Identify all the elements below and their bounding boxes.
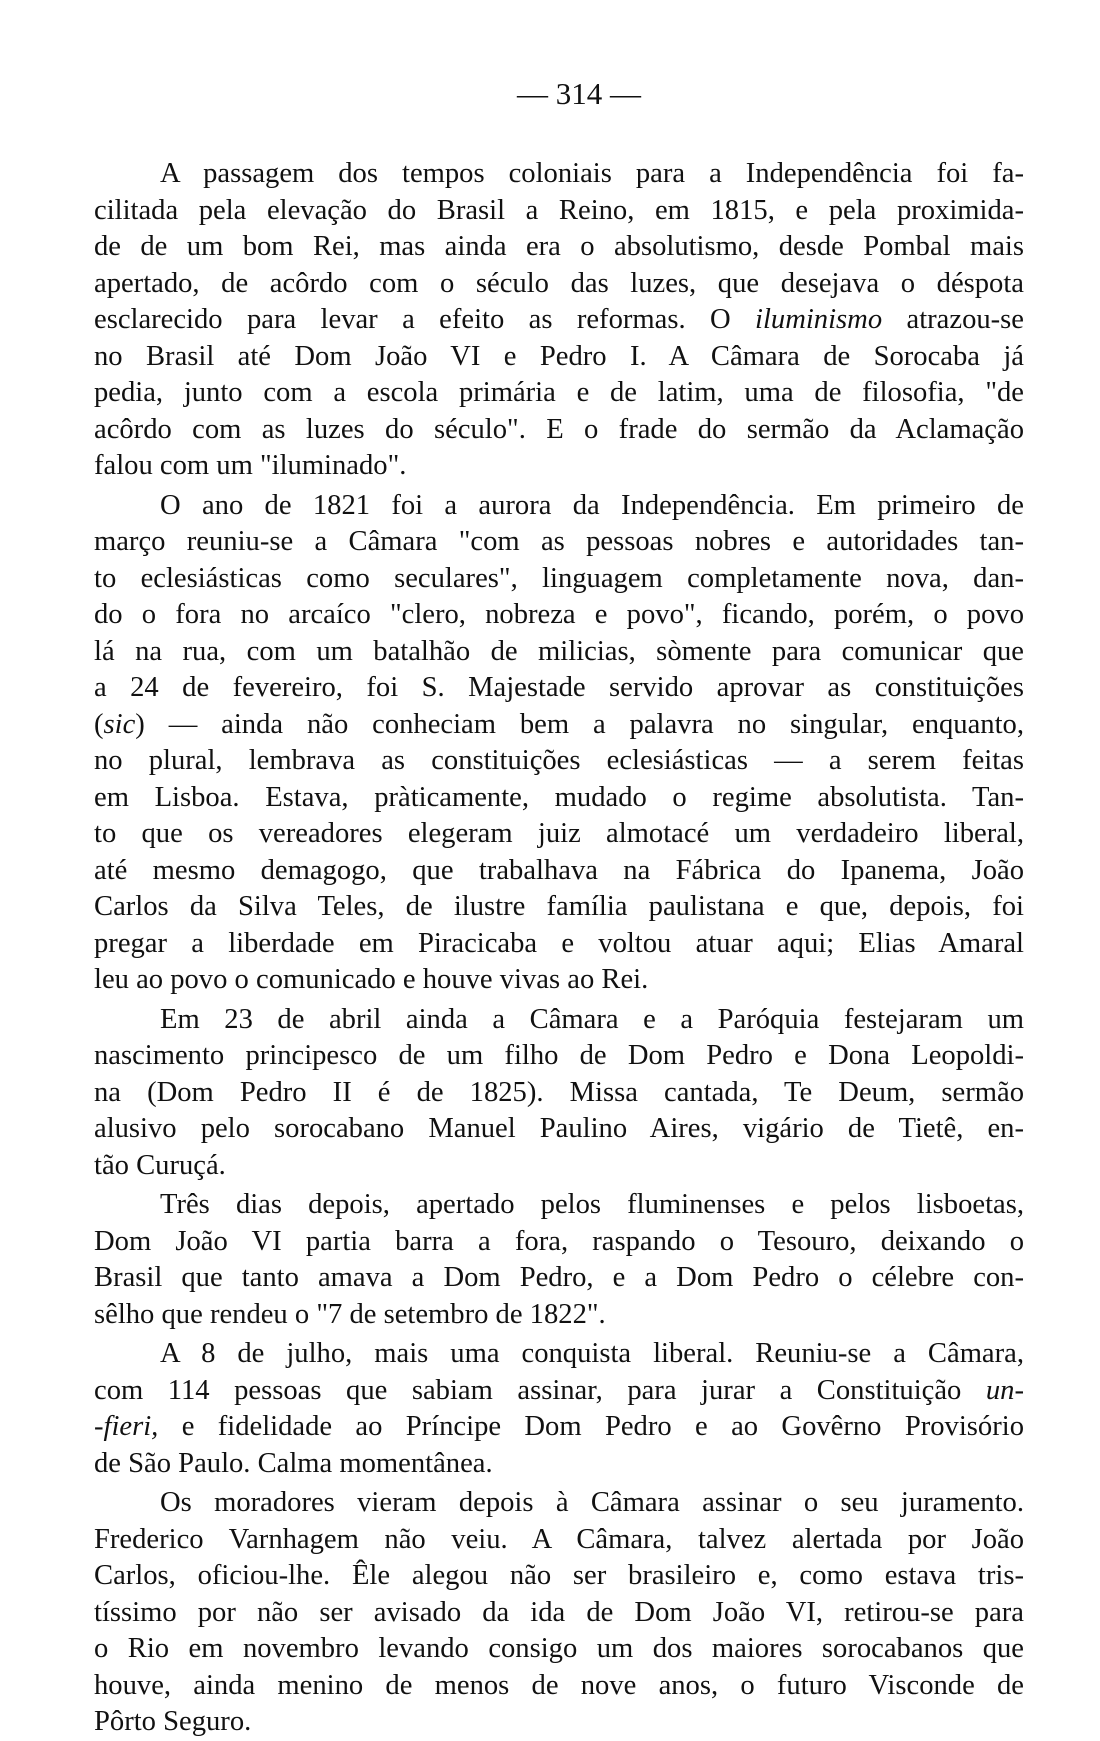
text-line: leu ao povo o comunicado e houve vivas ao Rei. bbox=[94, 964, 649, 995]
text-line: nascimento principesco de um filho de Dom Pedro e Dona Leopoldi- bbox=[94, 1040, 1024, 1071]
body-text bbox=[94, 156, 1024, 1741]
text-line: A 8 de julho, mais uma conquista liberal. Reuniu-se a Câmara, bbox=[160, 1338, 1024, 1369]
text-line: o Rio em novembro levando consigo um dos maiores sorocabanos que bbox=[94, 1633, 1024, 1664]
text-line: Carlos, oficiou-lhe. Êle alegou não ser brasileiro e, como estava tris- bbox=[94, 1560, 1024, 1591]
text-line: cilitada pela elevação do Brasil a Reino, em 1815, e pela proximida- bbox=[94, 194, 1024, 226]
text-line: O ano de 1821 foi a aurora da Independência. Em primeiro de bbox=[160, 489, 1024, 521]
text-line: de de um bom Rei, mas ainda era o absolutismo, desde Pombal mais bbox=[94, 231, 1024, 262]
paragraph bbox=[94, 488, 1024, 999]
text-line: Brasil que tanto amava a Dom Pedro, e a Dom Pedro o célebre con- bbox=[94, 1262, 1024, 1293]
paragraph bbox=[94, 1187, 1024, 1333]
text-line: tão Curuçá. bbox=[94, 1149, 226, 1181]
text-line: do o fora no arcaíco "clero, nobreza e povo", ficando, porém, o povo bbox=[94, 599, 1024, 630]
text-line: A passagem dos tempos coloniais para a Independência foi fa- bbox=[160, 158, 1024, 189]
text-line: to eclesiásticas como seculares", linguagem completamente nova, dan- bbox=[94, 562, 1024, 594]
text-line: em Lisboa. Estava, pràticamente, mudado o regime absolutista. Tan- bbox=[94, 781, 1024, 813]
text-line: março reuniu-se a Câmara "com as pessoas nobres e autoridades tan- bbox=[94, 526, 1024, 557]
text-line: apertado, de acôrdo com o século das luzes, que desejava o déspota bbox=[94, 267, 1024, 299]
book-page bbox=[94, 72, 1024, 1741]
text-line: na (Dom Pedro II é de 1825). Missa cantada, Te Deum, sermão bbox=[94, 1076, 1024, 1108]
text-line: to que os vereadores elegeram juiz almotacé um verdadeiro liberal, bbox=[94, 818, 1024, 849]
text-line: tíssimo por não ser avisado da ida de Dom João VI, retirou-se para bbox=[94, 1596, 1024, 1628]
text-line: Pôrto Seguro. bbox=[94, 1706, 252, 1737]
page-number: — 314 — bbox=[517, 76, 641, 111]
text-line: sêlho que rendeu o "7 de setembro de 1822". bbox=[94, 1298, 606, 1330]
text-line: -fieri, e fidelidade ao Príncipe Dom Pedro e ao Govêrno Provisório bbox=[94, 1411, 1024, 1442]
text-line: no Brasil até Dom João VI e Pedro I. A Câmara de Sorocaba já bbox=[94, 340, 1024, 372]
text-line: de São Paulo. Calma momentânea. bbox=[94, 1447, 493, 1479]
text-line: pedia, junto com a escola primária e de latim, uma de filosofia, "de bbox=[94, 377, 1024, 408]
text-line: esclarecido para levar a efeito as reformas. O iluminismo atrazou-se bbox=[94, 304, 1024, 335]
text-line: falou com um "iluminado". bbox=[94, 450, 407, 481]
text-line: Em 23 de abril ainda a Câmara e a Paróquia festejaram um bbox=[160, 1003, 1024, 1035]
text-line: até mesmo demagogo, que trabalhava na Fábrica do Ipanema, João bbox=[94, 854, 1024, 886]
text-line: Dom João VI partia barra a fora, raspando o Tesouro, deixando o bbox=[94, 1225, 1024, 1257]
text-line: (sic) — ainda não conheciam bem a palavra no singular, enquanto, bbox=[94, 708, 1024, 740]
paragraph bbox=[94, 1002, 1024, 1185]
text-line: Frederico Varnhagem não veiu. A Câmara, talvez alertada por João bbox=[94, 1523, 1024, 1555]
text-line: no plural, lembrava as constituições eclesiásticas — a serem feitas bbox=[94, 745, 1024, 776]
paragraph bbox=[94, 1485, 1024, 1741]
text-line: a 24 de fevereiro, foi S. Majestade servido aprovar as constituições bbox=[94, 672, 1024, 703]
text-line: acôrdo com as luzes do século". E o frade do sermão da Aclamação bbox=[94, 413, 1024, 445]
text-line: alusivo pelo sorocabano Manuel Paulino Aires, vigário de Tietê, en- bbox=[94, 1113, 1024, 1144]
text-line: lá na rua, com um batalhão de milicias, sòmente para comunicar que bbox=[94, 635, 1024, 667]
paragraph bbox=[94, 1336, 1024, 1482]
paragraph bbox=[94, 156, 1024, 485]
text-line: Três dias depois, apertado pelos fluminenses e pelos lisboetas, bbox=[160, 1189, 1024, 1220]
text-line: Os moradores vieram depois à Câmara assinar o seu juramento. bbox=[160, 1487, 1024, 1518]
text-line: Carlos da Silva Teles, de ilustre família paulistana e que, depois, foi bbox=[94, 891, 1024, 922]
text-line: houve, ainda menino de menos de nove anos, o futuro Visconde de bbox=[94, 1669, 1024, 1701]
text-line: pregar a liberdade em Piracicaba e voltou atuar aqui; Elias Amaral bbox=[94, 927, 1024, 959]
text-line: com 114 pessoas que sabiam assinar, para jurar a Constituição un- bbox=[94, 1374, 1024, 1406]
